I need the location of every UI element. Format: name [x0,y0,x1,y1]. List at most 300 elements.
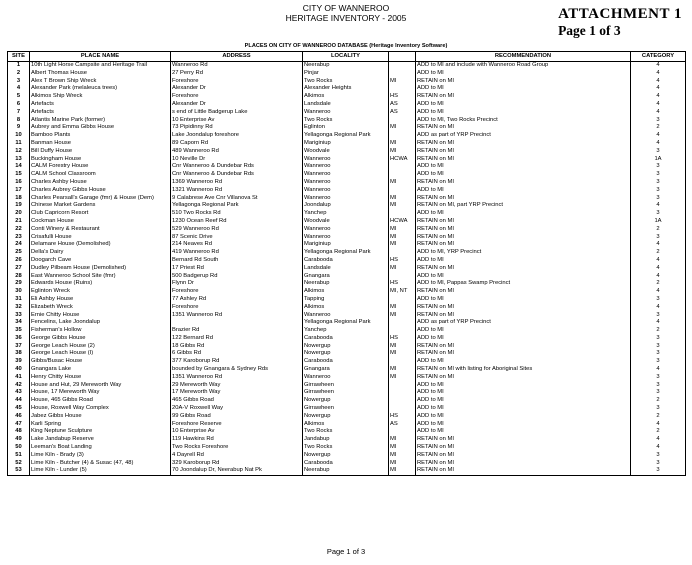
cell-listing-status: MI [389,343,416,351]
cell-category: 4 [631,93,686,101]
cell-place-name: Bill Duffy House [30,148,171,156]
cell-listing-status [389,389,416,397]
cell-place-name: Lake Jandabup Reserve [30,436,171,444]
cell-site-number: 32 [8,304,30,312]
cell-listing-status: MI, NT [389,288,416,296]
cell-locality: Alexander Heights [303,85,389,93]
cell-listing-status: HS [389,93,416,101]
cell-listing-status [389,382,416,390]
cell-site-number: 8 [8,117,30,125]
cell-listing-status: MI [389,350,416,358]
cell-recommendation: ADD to MI [416,397,631,405]
cell-address: 4 Dayrell Rd [171,452,303,460]
cell-site-number: 40 [8,366,30,374]
cell-recommendation: RETAIN on MI with listing for Aboriginal Sites [416,366,631,374]
cell-recommendation: RETAIN on MI, part YRP Precinct [416,202,631,210]
cell-site-number: 48 [8,428,30,436]
cell-place-name: Club Capricorn Resort [30,210,171,218]
cell-category: 2 [631,428,686,436]
cell-locality: Eglinton [303,124,389,132]
cell-listing-status: MI [389,444,416,452]
cell-place-name: Doogarch Cave [30,257,171,265]
cell-locality: Woodvale [303,148,389,156]
cell-locality: Girrawheen [303,389,389,397]
cell-recommendation: ADD to MI [416,101,631,109]
cell-address: 10 Enterprise Av [171,117,303,125]
cell-category: 4 [631,319,686,327]
cell-place-name: Crisafulli House [30,234,171,242]
cell-category: 2 [631,124,686,132]
cell-address: 77 Ashley Rd [171,296,303,304]
cell-place-name: Gibbs/Busac House [30,358,171,366]
cell-listing-status [389,405,416,413]
cell-address: 500 Badgerup Rd [171,273,303,281]
cell-site-number: 10 [8,132,30,140]
table-row [8,241,686,249]
cell-locality: Yanchep [303,327,389,335]
cell-recommendation: ADD to MI [416,163,631,171]
cell-place-name: House and Hut, 29 Mereworth Way [30,382,171,390]
table-row [8,85,686,93]
cell-recommendation: ADD to MI [416,389,631,397]
cell-listing-status [389,397,416,405]
cell-address: Alexander Dr [171,85,303,93]
cell-recommendation: ADD to MI [416,70,631,78]
cell-locality: Pinjar [303,70,389,78]
cell-category: 3 [631,210,686,218]
cell-site-number: 12 [8,148,30,156]
cell-address: 329 Karoborup Rd [171,460,303,468]
cell-recommendation: ADD to MI, YRP Precinct [416,249,631,257]
cell-category: 4 [631,78,686,86]
cell-listing-status: HS [389,413,416,421]
cell-place-name: Edwards House (Ruins) [30,280,171,288]
cell-listing-status [389,132,416,140]
cell-place-name: Elizabeth Wreck [30,304,171,312]
cell-site-number: 4 [8,85,30,93]
table-row [8,249,686,257]
cell-recommendation: RETAIN on MI [416,226,631,234]
cell-address: 489 Wanneroo Rd [171,148,303,156]
cell-category: 4 [631,202,686,210]
cell-category: 3 [631,350,686,358]
cell-site-number: 27 [8,265,30,273]
cell-locality: Wanneroo [303,187,389,195]
table-row [8,444,686,452]
cell-site-number: 35 [8,327,30,335]
cell-site-number: 11 [8,140,30,148]
cell-recommendation: RETAIN on MI [416,234,631,242]
cell-site-number: 42 [8,382,30,390]
column-header-place-name: PLACE NAME [30,52,171,62]
cell-recommendation: RETAIN on MI [416,124,631,132]
organization-name: CITY OF WANNEROO [302,3,390,13]
column-header-address: ADDRESS [171,52,303,62]
table-row [8,257,686,265]
cell-category: 1A [631,218,686,226]
cell-listing-status [389,358,416,366]
cell-address: Lake Joondalup foreshore [171,132,303,140]
cell-category: 2 [631,226,686,234]
table-row [8,467,686,475]
cell-place-name: Atlantis Marine Park (former) [30,117,171,125]
table-row [8,265,686,273]
table-row [8,452,686,460]
cell-locality: Wanneroo [303,179,389,187]
table-row [8,389,686,397]
cell-listing-status: MI [389,436,416,444]
cell-category: 1A [631,156,686,164]
cell-category: 4 [631,304,686,312]
cell-address: 377 Karoborup Rd [171,358,303,366]
cell-site-number: 17 [8,187,30,195]
cell-category: 3 [631,389,686,397]
cell-site-number: 15 [8,171,30,179]
cell-category: 3 [631,382,686,390]
cell-place-name: Albert Thomas House [30,70,171,78]
table-row [8,171,686,179]
cell-listing-status: MI [389,234,416,242]
cell-recommendation: RETAIN on MI [416,452,631,460]
cell-recommendation: ADD to MI [416,382,631,390]
cell-place-name: Alkimos Ship Wreck [30,93,171,101]
cell-category: 4 [631,421,686,429]
cell-category: 3 [631,460,686,468]
table-row [8,296,686,304]
cell-listing-status: MI [389,374,416,382]
cell-address: Foreshore [171,93,303,101]
cell-place-name: Bamboo Plants [30,132,171,140]
cell-recommendation: RETAIN on MI [416,78,631,86]
cell-site-number: 7 [8,109,30,117]
cell-category: 3 [631,358,686,366]
cell-address: 9 Calabrese Ave Cnr Villanova St [171,195,303,203]
cell-recommendation: ADD to MI [416,109,631,117]
cell-place-name: House, 17 Mereworth Way [30,389,171,397]
cell-listing-status [389,187,416,195]
cell-site-number: 39 [8,358,30,366]
cell-locality: Nowergup [303,452,389,460]
cell-place-name: Jabez Gibbs House [30,413,171,421]
cell-category: 3 [631,234,686,242]
cell-recommendation: RETAIN on MI [416,304,631,312]
cell-locality: Yanchep [303,210,389,218]
cell-listing-status: MI [389,124,416,132]
cell-locality: Landsdale [303,265,389,273]
cell-recommendation: RETAIN on MI [416,265,631,273]
cell-locality: Gnangara [303,273,389,281]
cell-site-number: 49 [8,436,30,444]
cell-locality: Wanneroo [303,163,389,171]
cell-locality: Neerabup [303,467,389,475]
cell-listing-status: MI [389,140,416,148]
cell-recommendation: RETAIN on MI [416,156,631,164]
cell-listing-status [389,210,416,218]
cell-listing-status [389,428,416,436]
cell-place-name: George Gibbs House [30,335,171,343]
table-row [8,218,686,226]
table-row [8,421,686,429]
cell-listing-status [389,85,416,93]
cell-listing-status: MI [389,460,416,468]
table-row [8,163,686,171]
cell-recommendation: ADD to MI [416,296,631,304]
cell-address: 20A-V Roxwell Way [171,405,303,413]
cell-place-name: Artefacts [30,109,171,117]
cell-place-name: CALM School Classroom [30,171,171,179]
cell-recommendation: ADD to MI, Two Rocks Precinct [416,117,631,125]
table-row [8,374,686,382]
cell-site-number: 47 [8,421,30,429]
cell-address: Yellagonga Regional Park [171,202,303,210]
cell-site-number: 45 [8,405,30,413]
cell-category: 3 [631,312,686,320]
cell-locality: Wanneroo [303,195,389,203]
cell-locality: Joondalup [303,202,389,210]
cell-recommendation: RETAIN on MI [416,350,631,358]
cell-locality: Girrawheen [303,382,389,390]
cell-category: 4 [631,70,686,78]
cell-site-number: 6 [8,101,30,109]
cell-address: 510 Two Rocks Rd [171,210,303,218]
cell-site-number: 1 [8,62,30,70]
table-row [8,358,686,366]
cell-category: 4 [631,241,686,249]
cell-locality: Wanneroo [303,234,389,242]
table-row [8,187,686,195]
cell-place-name: Karli Spring [30,421,171,429]
cell-category: 3 [631,171,686,179]
cell-listing-status [389,70,416,78]
cell-site-number: 13 [8,156,30,164]
cell-recommendation: ADD to MI [416,405,631,413]
cell-address: bounded by Gnangara & Sydney Rds [171,366,303,374]
cell-recommendation: RETAIN on MI [416,179,631,187]
cell-recommendation: RETAIN on MI [416,288,631,296]
cell-site-number: 50 [8,444,30,452]
cell-listing-status: MI [389,148,416,156]
cell-site-number: 2 [8,70,30,78]
cell-category: 4 [631,109,686,117]
table-row [8,70,686,78]
table-row [8,117,686,125]
cell-locality: Two Rocks [303,444,389,452]
cell-category: 3 [631,148,686,156]
cell-locality: Wanneroo [303,374,389,382]
cell-address: Alexander Dr [171,101,303,109]
cell-place-name: Aubrey and Emma Gibbs House [30,124,171,132]
cell-site-number: 3 [8,78,30,86]
cell-category: 4 [631,273,686,281]
cell-site-number: 53 [8,467,30,475]
cell-recommendation: RETAIN on MI [416,374,631,382]
cell-address: 1369 Wanneroo Rd [171,179,303,187]
cell-place-name: Della's Dairy [30,249,171,257]
cell-listing-status: MI [389,467,416,475]
table-row [8,304,686,312]
cell-recommendation: RETAIN on MI [416,241,631,249]
cell-address: 89 Caporn Rd [171,140,303,148]
cell-place-name: King Neptune Sculpture [30,428,171,436]
document-title: HERITAGE INVENTORY - 2005 [285,13,407,23]
cell-place-name: House, Roxwell Way Complex [30,405,171,413]
cell-site-number: 30 [8,288,30,296]
cell-address: Wanneroo Rd [171,62,303,70]
cell-address: Cnr Wanneroo & Dundebar Rds [171,171,303,179]
cell-locality: Woodvale [303,218,389,226]
cell-address: 1230 Ocean Reef Rd [171,218,303,226]
cell-locality: Nowergup [303,413,389,421]
cell-recommendation: RETAIN on MI [416,444,631,452]
cell-site-number: 5 [8,93,30,101]
cell-category: 3 [631,163,686,171]
cell-address: Bernard Rd South [171,257,303,265]
cell-locality: Landsdale [303,101,389,109]
cell-listing-status [389,117,416,125]
cell-place-name: Cockman House [30,218,171,226]
cell-address: 1351 Wanneroo Rd [171,374,303,382]
cell-address: 529 Wanneroo Rd [171,226,303,234]
cell-listing-status [389,327,416,335]
cell-listing-status: MI [389,179,416,187]
cell-address: 87 Scenic Drive [171,234,303,242]
cell-locality: Girrawheen [303,405,389,413]
column-header-locality: LOCALITY [303,52,389,62]
cell-recommendation: ADD to MI [416,273,631,281]
column-header-category: CATEGORY [631,52,686,62]
cell-place-name: George Leach House (I) [30,350,171,358]
cell-locality: Carabooda [303,358,389,366]
cell-address: s end of Little Badgerup Lake [171,109,303,117]
cell-address: 6 Gibbs Rd [171,350,303,358]
cell-address: Foreshore Reserve [171,421,303,429]
cell-listing-status: MI [389,452,416,460]
table-row [8,148,686,156]
cell-listing-status: MI [389,265,416,273]
cell-locality: Carabooda [303,257,389,265]
cell-category: 4 [631,257,686,265]
table-row [8,273,686,281]
table-row [8,405,686,413]
cell-recommendation: ADD to MI [416,257,631,265]
cell-locality: Two Rocks [303,78,389,86]
cell-recommendation: RETAIN on MI [416,467,631,475]
cell-locality: Mariginiup [303,140,389,148]
cell-category: 4 [631,62,686,70]
cell-site-number: 41 [8,374,30,382]
cell-site-number: 46 [8,413,30,421]
cell-place-name: Charles Aubrey Gibbs House [30,187,171,195]
cell-place-name: Eli Ashby House [30,296,171,304]
cell-listing-status [389,319,416,327]
cell-listing-status: MI [389,78,416,86]
cell-listing-status: HS [389,280,416,288]
cell-place-name: Chinese Market Gardens [30,202,171,210]
cell-listing-status [389,163,416,171]
cell-category: 4 [631,288,686,296]
cell-category: 4 [631,444,686,452]
column-header-site: SITE [8,52,30,62]
cell-locality: Wanneroo [303,312,389,320]
cell-category: 3 [631,405,686,413]
cell-site-number: 31 [8,296,30,304]
cell-recommendation: ADD to MI [416,335,631,343]
cell-address: Foreshore [171,304,303,312]
cell-listing-status: HCWA [389,218,416,226]
cell-address: Foreshore [171,288,303,296]
cell-category: 3 [631,117,686,125]
cell-recommendation: ADD to MI [416,358,631,366]
cell-address: 122 Bernard Rd [171,335,303,343]
cell-listing-status: MI [389,366,416,374]
cell-locality: Alkimos [303,304,389,312]
cell-locality: Nowergup [303,343,389,351]
cell-address: 10 Enterprise Av [171,428,303,436]
cell-address: 73 Pipidinny Rd [171,124,303,132]
table-caption: PLACES ON CITY OF WANNEROO DATABASE (Heritage Inventory Software) [244,43,448,49]
table-row [8,366,686,374]
table-row [8,319,686,327]
cell-category: 3 [631,343,686,351]
table-row [8,397,686,405]
cell-listing-status: AS [389,109,416,117]
table-row [8,156,686,164]
cell-address: 119 Hawkins Rd [171,436,303,444]
cell-listing-status: MI [389,195,416,203]
cell-place-name: Dudley Pilbeam House (Demolished) [30,265,171,273]
cell-site-number: 9 [8,124,30,132]
cell-locality: Two Rocks [303,117,389,125]
table-row [8,343,686,351]
cell-place-name: Lime Kiln - Butcher (4) & Susac (47, 48) [30,460,171,468]
cell-listing-status: MI [389,226,416,234]
cell-address: 27 Perry Rd [171,70,303,78]
cell-listing-status: HCWA [389,156,416,164]
cell-place-name: Lime Kiln - Brady (3) [30,452,171,460]
cell-site-number: 52 [8,460,30,468]
cell-category: 3 [631,467,686,475]
cell-place-name: Leeman's Boat Landing [30,444,171,452]
cell-locality: Carabooda [303,335,389,343]
cell-category: 4 [631,85,686,93]
cell-recommendation: RETAIN on MI [416,148,631,156]
cell-address: 1321 Wanneroo Rd [171,187,303,195]
cell-address: 70 Joondalup Dr, Neerabup Nat Pk [171,467,303,475]
cell-recommendation: ADD to MI [416,421,631,429]
cell-category: 4 [631,366,686,374]
cell-place-name: Banman House [30,140,171,148]
cell-address: Two Rocks Foreshore [171,444,303,452]
cell-address: 18 Gibbs Rd [171,343,303,351]
cell-address: 29 Mereworth Way [171,382,303,390]
cell-locality: Alkimos [303,288,389,296]
cell-recommendation: ADD to MI [416,210,631,218]
cell-listing-status [389,249,416,257]
cell-locality: Wanneroo [303,171,389,179]
table-row [8,460,686,468]
table-row [8,335,686,343]
cell-recommendation: RETAIN on MI [416,195,631,203]
table-row [8,109,686,117]
cell-category: 4 [631,436,686,444]
cell-address: 10 Neville Dr [171,156,303,164]
cell-locality: Nowergup [303,350,389,358]
cell-recommendation: ADD to MI and include with Wanneroo Road Group [416,62,631,70]
cell-locality: Neerabup [303,62,389,70]
cell-site-number: 43 [8,389,30,397]
cell-address: 465 Gibbs Road [171,397,303,405]
cell-place-name: Alex T Brown Ship Wreck [30,78,171,86]
